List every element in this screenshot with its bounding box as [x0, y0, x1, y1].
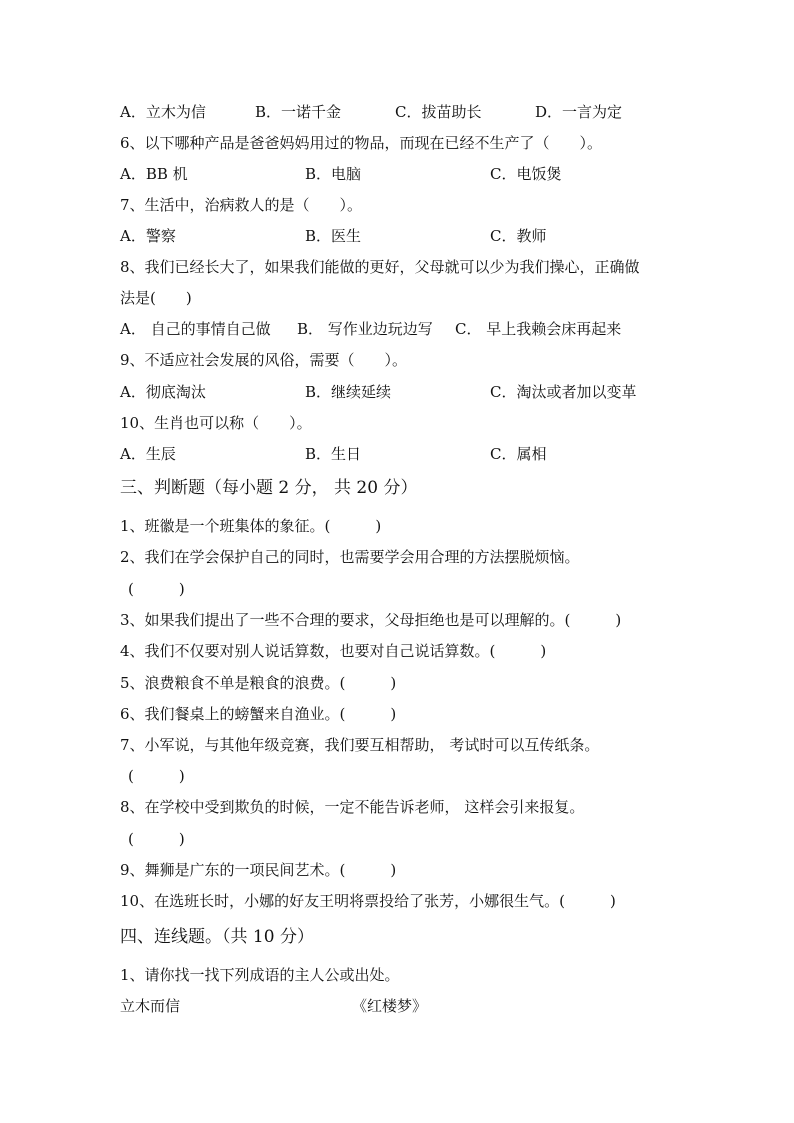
q5-option-d: D．一言为定 — [535, 103, 623, 121]
q5-option-a: A．立木为信 — [120, 103, 206, 121]
judge-item-6: 6、我们餐桌上的螃蟹来自渔业。( ) — [120, 705, 397, 723]
judge-item-8-blank: ( ) — [128, 830, 185, 848]
q5-option-c: C．拔苗助长 — [395, 103, 482, 121]
q10-option-a: A．生辰 — [120, 445, 176, 463]
q6-option-a: A．BB 机 — [120, 165, 188, 183]
judge-item-7-blank: ( ) — [128, 767, 185, 785]
question-9-stem: 9、不适应社会发展的风俗，需要（ ）。 — [120, 351, 408, 369]
q8-option-c: C． 早上我赖会床再起来 — [455, 320, 622, 338]
judge-item-9: 9、舞狮是广东的一项民间艺术。( ) — [120, 861, 397, 879]
q6-option-b: B．电脑 — [305, 165, 362, 183]
judge-item-3: 3、如果我们提出了一些不合理的要求，父母拒绝也是可以理解的。( ) — [120, 611, 622, 629]
judge-item-1: 1、班徽是一个班集体的象征。( ) — [120, 517, 382, 535]
match-right-item: 《红楼梦》 — [352, 997, 428, 1015]
judge-item-2: 2、我们在学会保护自己的同时，也需要学会用合理的方法摆脱烦恼。 — [120, 548, 580, 566]
section-3-title: 三、判断题（每小题 2 分， 共 20 分） — [120, 478, 418, 498]
q6-option-c: C．电饭煲 — [490, 165, 562, 183]
question-6-stem: 6、以下哪种产品是爸爸妈妈用过的物品，而现在已经不生产了（ ）。 — [120, 134, 603, 152]
match-left-item: 立木而信 — [120, 997, 181, 1015]
judge-item-4: 4、我们不仅要对别人说话算数，也要对自己说话算数。( ) — [120, 642, 547, 660]
q8-option-a: A． 自己的事情自己做 — [120, 320, 271, 338]
question-10-stem: 10、生肖也可以称（ ）。 — [120, 414, 312, 432]
question-8-stem-line2: 法是( ) — [120, 289, 192, 307]
question-7-stem: 7、生活中，治病救人的是（ ）。 — [120, 196, 363, 214]
q5-option-b: B．一诺千金 — [255, 103, 342, 121]
judge-item-5: 5、浪费粮食不单是粮食的浪费。( ) — [120, 674, 397, 692]
q8-option-b: B． 写作业边玩边写 — [297, 320, 433, 338]
judge-item-2-blank: ( ) — [128, 580, 185, 598]
q9-option-a: A．彻底淘汰 — [120, 383, 206, 401]
q7-option-c: C．教师 — [490, 227, 547, 245]
judge-item-10: 10、在选班长时，小娜的好友王明将票投给了张芳，小娜很生气。( ) — [120, 892, 616, 910]
q10-option-b: B．生日 — [305, 445, 362, 463]
judge-item-8: 8、在学校中受到欺负的时候，一定不能告诉老师， 这样会引来报复。 — [120, 798, 585, 816]
q9-option-c: C．淘汰或者加以变革 — [490, 383, 637, 401]
section-4-title: 四、连线题。（共 10 分） — [120, 927, 314, 947]
q10-option-c: C．属相 — [490, 445, 547, 463]
q7-option-b: B．医生 — [305, 227, 362, 245]
q7-option-a: A．警察 — [120, 227, 176, 245]
question-8-stem-line1: 8、我们已经长大了，如果我们能做的更好，父母就可以少为我们操心，正确做 — [120, 258, 640, 276]
match-question-1: 1、请你找一找下列成语的主人公或出处。 — [120, 966, 400, 984]
q9-option-b: B．继续延续 — [305, 383, 392, 401]
judge-item-7: 7、小军说，与其他年级竞赛，我们要互相帮助， 考试时可以互传纸条。 — [120, 736, 600, 754]
